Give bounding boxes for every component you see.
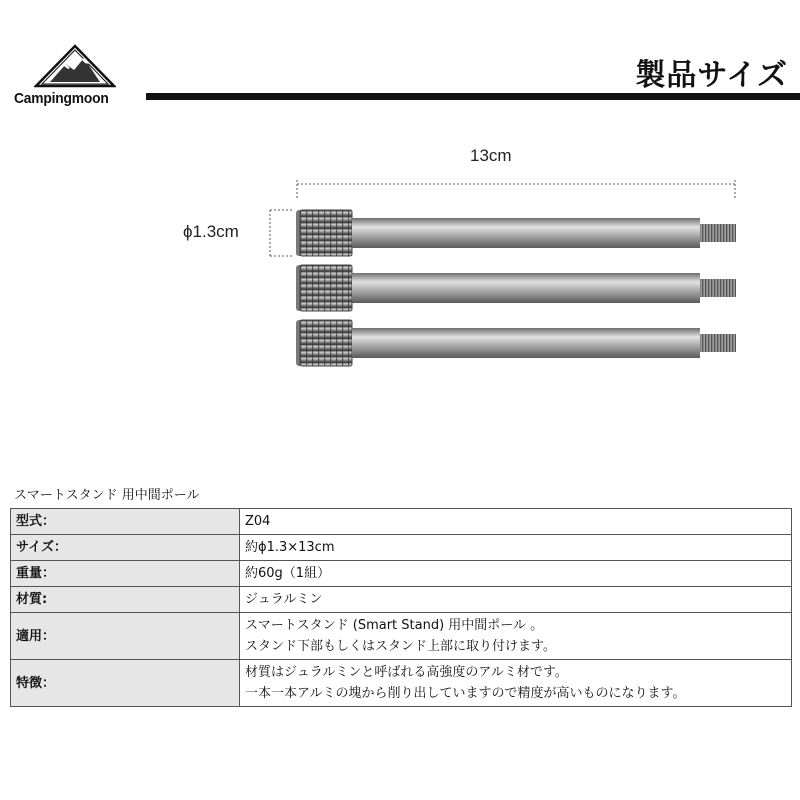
table-row xyxy=(11,535,792,561)
spec-value-line: スマートスタンド (Smart Stand) 用中間ポール 。 xyxy=(245,618,544,633)
spec-label: 材質: xyxy=(11,587,240,613)
diameter-dimension-label: ϕ1.3cm xyxy=(183,222,239,241)
spec-label: 型式： xyxy=(11,509,240,535)
brand-name: Campingmoon xyxy=(14,90,109,107)
spec-table xyxy=(10,508,792,707)
spec-value-line: Z04 xyxy=(245,514,271,529)
table-row xyxy=(11,509,792,535)
spec-value xyxy=(240,561,792,587)
spec-value xyxy=(240,535,792,561)
spec-value-line: 材質はジュラルミンと呼ばれる高強度のアルミ材です。 xyxy=(245,665,568,680)
spec-value-line: ジュラルミン xyxy=(245,592,323,607)
pole-icon xyxy=(296,320,736,366)
pole-icon xyxy=(296,210,736,256)
spec-caption: スマートスタンド 用中間ポール xyxy=(14,488,200,503)
spec-value-line: 約ϕ1.3×13cm xyxy=(245,540,335,555)
spec-label: 特徴： xyxy=(11,660,240,707)
page-title: 製品サイズ xyxy=(635,58,788,93)
spec-label: 重量： xyxy=(11,561,240,587)
spec-value xyxy=(240,587,792,613)
spec-value xyxy=(240,509,792,535)
spec-value-line: スタンド下部もしくはスタンド上部に取り付けます。 xyxy=(245,639,556,654)
table-row xyxy=(11,561,792,587)
spec-value xyxy=(240,613,792,660)
length-dimension-label: 13cm xyxy=(470,146,512,165)
table-row xyxy=(11,587,792,613)
spec-value-line: 約60g（1組） xyxy=(245,566,331,581)
table-row xyxy=(11,660,792,707)
spec-label: サイズ： xyxy=(11,535,240,561)
table-row xyxy=(11,613,792,660)
pole-icon xyxy=(296,265,736,311)
spec-value-line: 一本一本アルミの塊から削り出していますので精度が高いものになります。 xyxy=(245,686,686,701)
spec-value xyxy=(240,660,792,707)
spec-label: 適用： xyxy=(11,613,240,660)
